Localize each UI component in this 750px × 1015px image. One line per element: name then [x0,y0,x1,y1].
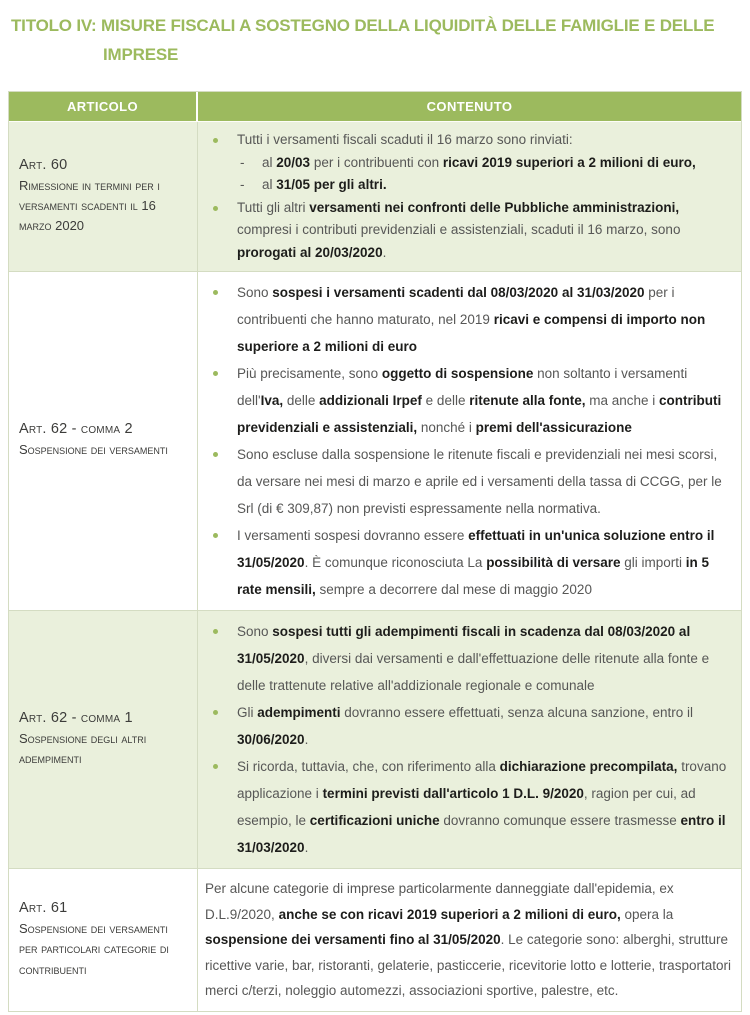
table-row [9,271,741,610]
content-cell [198,122,741,270]
content-bullet-item: I versamenti sospesi dovranno essere effettuati in un'unica soluzione entro il 31/05/2020. È comunque riconosciuta La possibilità di versare gli importi in 5 rate mensili, sempre a decorrere dal mese di maggio 2020 [198,522,735,603]
article-cell [9,122,198,270]
page-title-line2: IMPRESE [103,45,179,65]
table-row [9,868,741,1011]
content-bullet-item: Sono escluse dalla sospensione le ritenute fiscali e previdenziali nei mesi scorsi, da versare nei mesi di marzo e aprile ed i versamenti della tassa di CCGG, per le Srl (di € 309,87) non previsti espressamente nella normativa. [198,441,735,522]
bullet-icon [213,629,218,634]
dash-icon: - [240,177,245,193]
content-bullet-item: Gli adempimenti dovranno essere effettuati, senza alcuna sanzione, entro il 30/06/2020. [198,699,735,753]
bullet-icon [213,533,218,538]
content-bullet-item: Più precisamente, sono oggetto di sospensione non soltanto i versamenti dell'Iva, delle addizionali Irpef e delle ritenute alla fonte, ma anche i contributi previdenziali e assistenziali, nonché i premi dell'assicurazione [198,360,735,441]
table-row [9,122,741,270]
table-header-row [9,92,741,122]
bullet-icon [213,206,218,211]
content-bullet-item: Sono sospesi tutti gli adempimenti fiscali in scadenza dal 08/03/2020 al 31/05/2020, diversi dai versamenti e dall'effettuazione delle ritenute alla fonte e delle trattenute relative all'addizionale regionale e comunale [198,618,735,699]
article-description: Sospensione dei versamenti per particolari categorie di contribuenti [19,921,169,977]
content-dash-item: - al 20/03 per i contribuenti con ricavi 2019 superiori a 2 milioni di euro, [198,152,735,174]
bullet-icon [213,710,218,715]
article-code: Art. 62 - comma 1 [19,709,133,726]
table-row [9,610,741,868]
content-bullet-item: Sono sospesi i versamenti scadenti dal 08/03/2020 al 31/03/2020 per i contribuenti che hanno maturato, nel 2019 ricavi e compensi di importo non superiore a 2 milioni di euro [198,279,735,360]
content-cell [198,610,741,868]
article-cell [9,271,198,610]
dash-icon: - [240,154,245,170]
bullet-icon [213,138,218,143]
article-description: Sospensione dei versamenti [19,442,168,458]
content-cell [198,868,741,1011]
content-bullet-item: Tutti gli altri versamenti nei confronti delle Pubbliche amministrazioni, compresi i contributi previdenziali e assistenziali, scaduti il 16 marzo, sono prorogati al 20/03/2020. [198,197,735,264]
article-description: Sospensione degli altri adempimenti [19,730,147,766]
bullet-icon [213,371,218,376]
article-description: Rimessione in termini per i versamenti scadenti il 16 marzo 2020 [19,177,160,234]
content-dash-item: - al 31/05 per gli altri. [198,174,735,196]
content-bullet-item: Tutti i versamenti fiscali scaduti il 16 marzo sono rinviati: [198,129,735,151]
content-paragraph: Per alcune categorie di imprese particolarmente danneggiate dall'epidemia, ex D.L.9/2020, anche se con ricavi 2019 superiori a 2 milioni di euro, opera la sospensione dei versamenti fino al 31/05/2020. Le categorie sono: alberghi, strutture ricettive varie, bar, ristoranti, gelaterie, pasticcerie, ricevitorie lotto e lotterie, trasportatori merci c/terzi, noleggio automezzi, associazioni sportive, palestre, etc. [205,880,731,999]
table-body [9,122,741,1011]
article-cell [9,868,198,1011]
article-code: Art. 61 [19,900,68,917]
bullet-icon [213,452,218,457]
content-cell [198,271,741,610]
content-table [8,91,742,1012]
column-header-contenuto: CONTENUTO [198,92,741,122]
column-header-articolo: ARTICOLO [9,92,198,122]
article-cell [9,610,198,868]
bullet-icon [213,764,218,769]
article-code: Art. 62 - comma 2 [19,421,133,438]
page-title-line1: TITOLO IV: MISURE FISCALI A SOSTEGNO DELLA LIQUIDITÀ DELLE FAMIGLIE E DELLE [11,16,715,35]
bullet-icon [213,290,218,295]
content-bullet-item: Si ricorda, tuttavia, che, con riferimento alla dichiarazione precompilata, trovano applicazione i termini previsti dall'articolo 1 D.L. 9/2020, ragion per cui, ad esempio, le certificazioni uniche dovranno comunque essere trasmesse entro il 31/03/2020. [198,753,735,861]
page-title [11,11,742,69]
article-code: Art. 60 [19,156,68,173]
